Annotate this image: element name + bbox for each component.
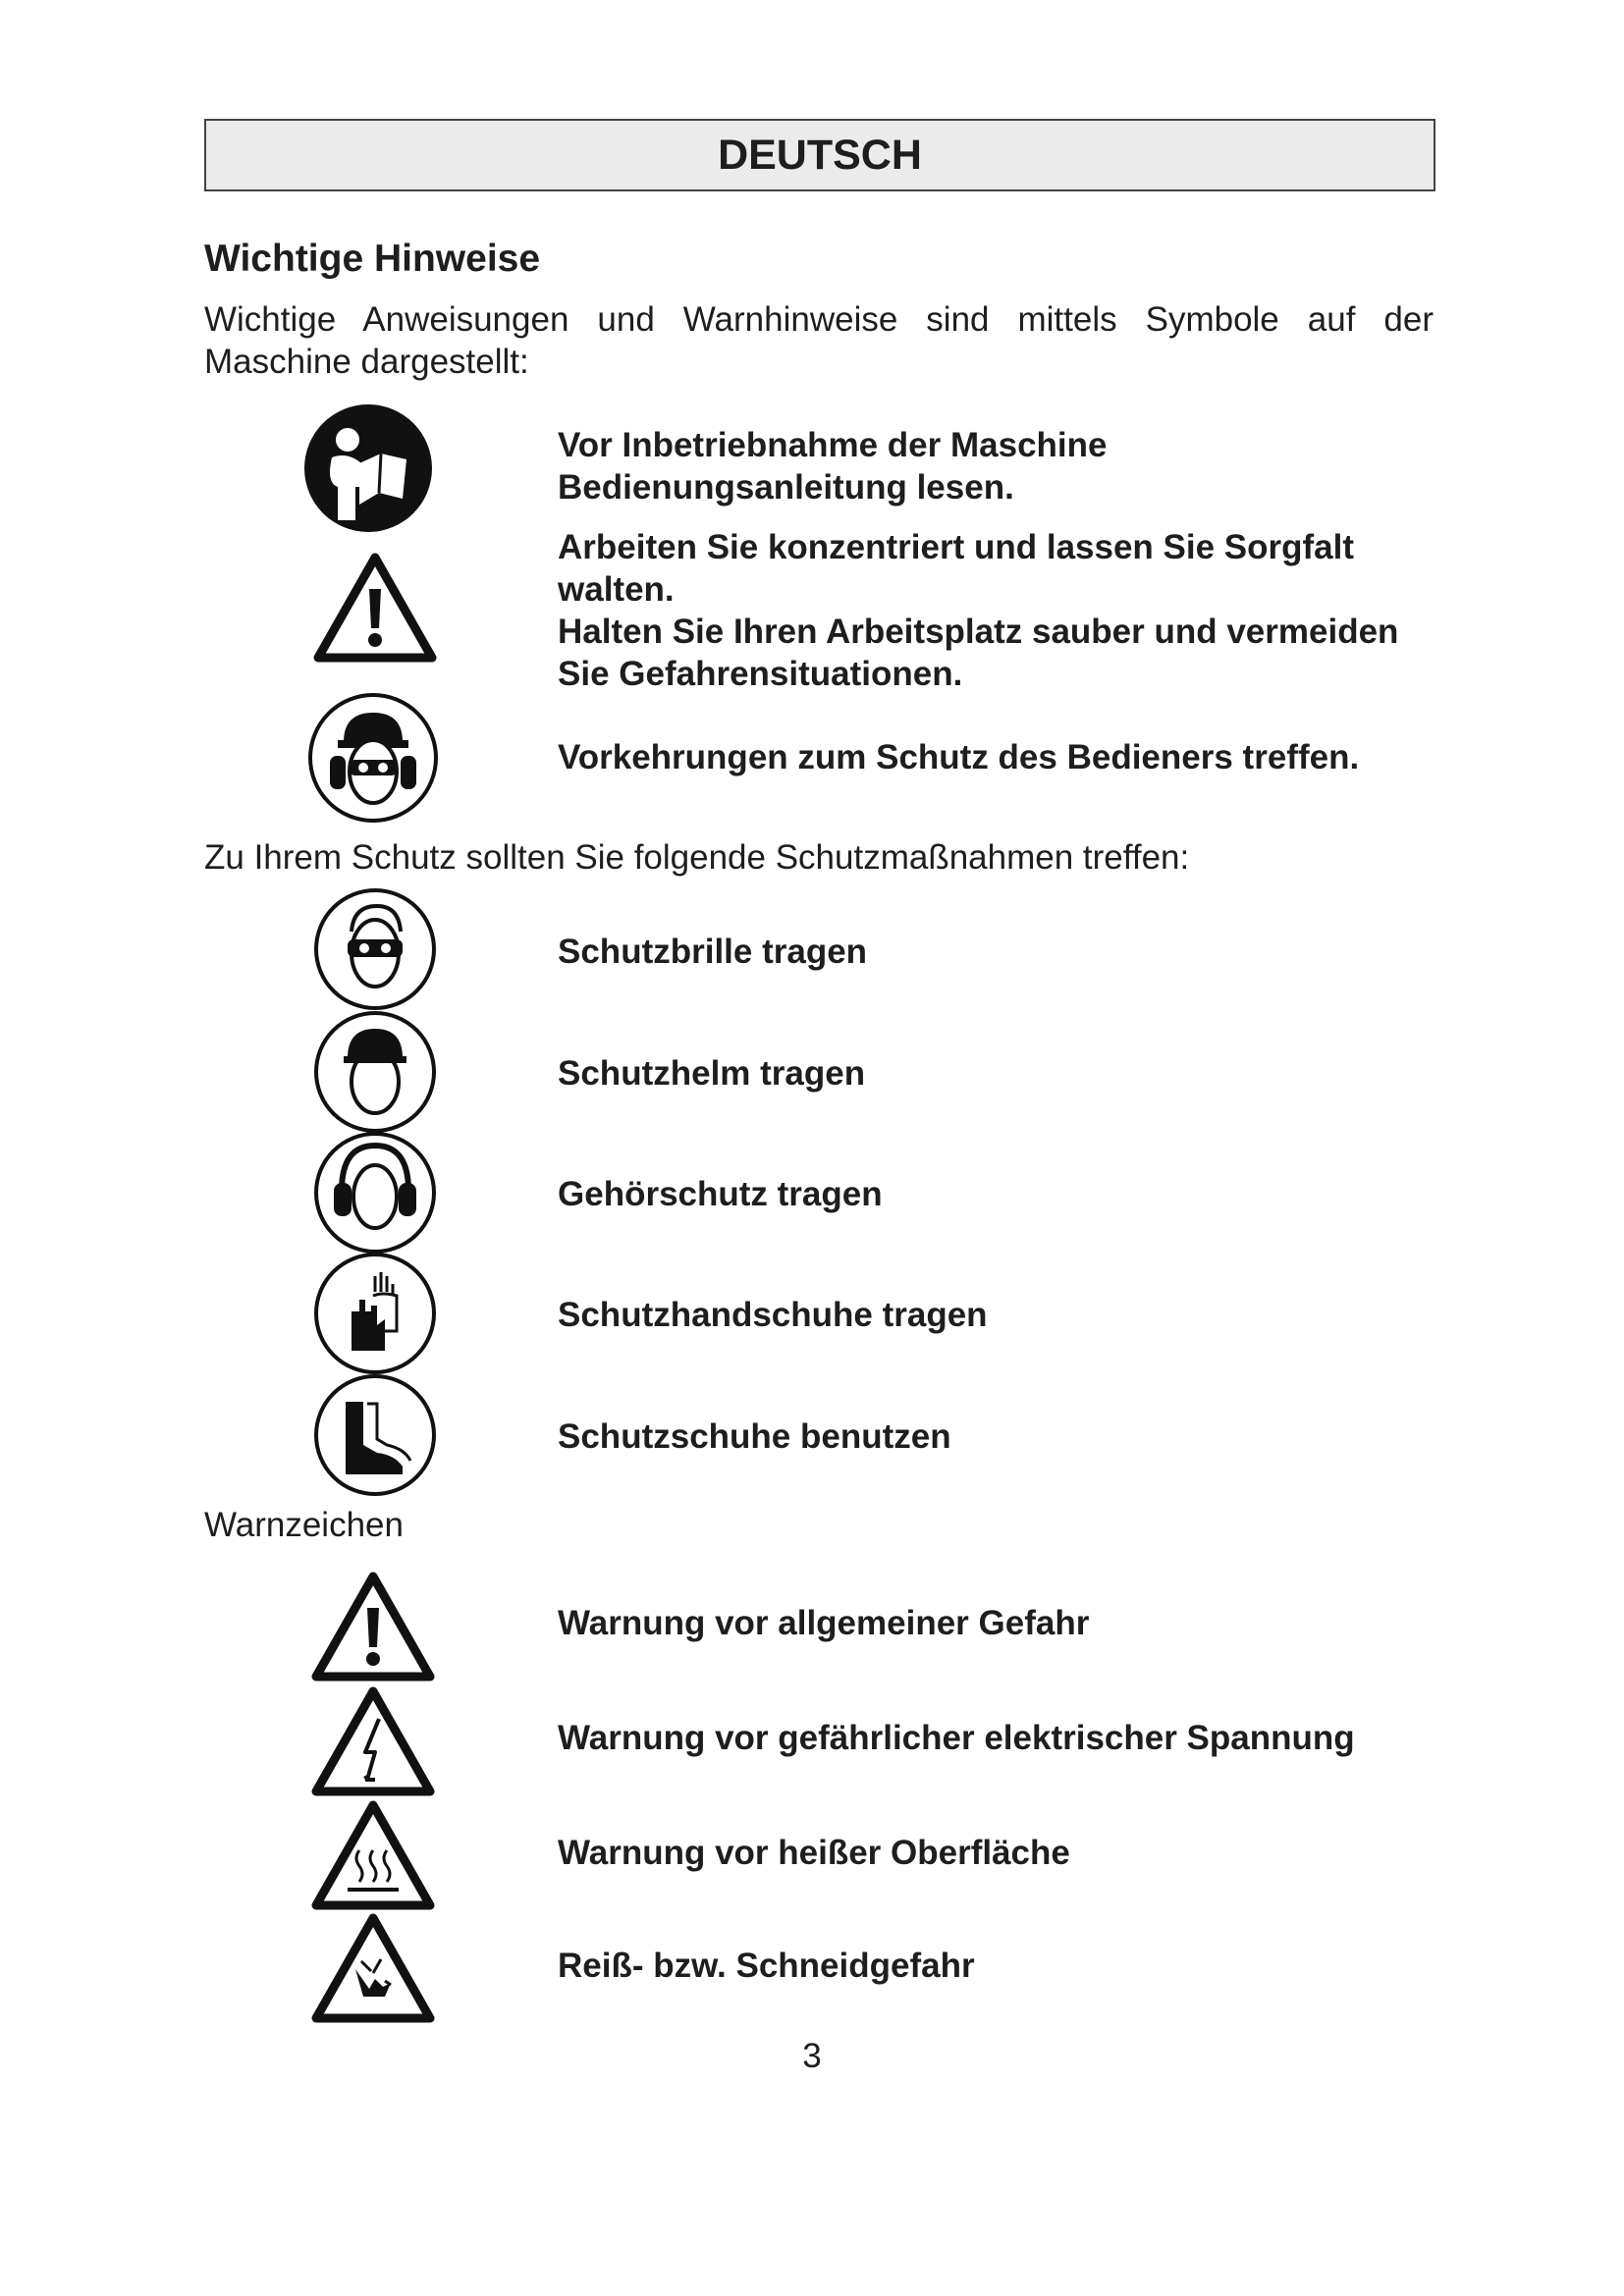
warning-text-electric: Warnung vor gefährlicher elektrischer Spannung (558, 1719, 1355, 1757)
safety-shoes-icon (312, 1374, 438, 1496)
protection-intro: Zu Ihrem Schutz sollten Sie folgende Schutzmaßnahmen treffen: (204, 838, 1190, 877)
general-warning-icon (312, 552, 438, 664)
safety-goggles-icon (312, 888, 438, 1010)
protection-text-helmet: Schutzhelm tragen (558, 1054, 866, 1093)
warnings-heading: Warnzeichen (204, 1506, 404, 1544)
electric-voltage-icon (310, 1685, 436, 1797)
symbol-text-operator-protection: Vorkehrungen zum Schutz des Bedieners treffen. (558, 738, 1360, 776)
warning-text-hot-surface: Warnung vor heißer Oberfläche (558, 1834, 1070, 1872)
symbol-text-read-manual: Vor Inbetriebnahme der Maschine Bedienungsanleitung lesen. (558, 426, 1108, 507)
ear-protection-icon (312, 1132, 438, 1254)
protection-text-shoes: Schutzschuhe benutzen (558, 1417, 951, 1456)
general-danger-icon (310, 1571, 436, 1682)
protection-text-ear: Gehörschutz tragen (558, 1175, 883, 1213)
section-heading: Wichtige Hinweise (204, 238, 541, 280)
protection-text-goggles: Schutzbrille tragen (558, 933, 868, 971)
warning-text-general: Warnung vor allgemeiner Gefahr (558, 1604, 1090, 1642)
operator-protection-icon (306, 691, 440, 825)
language-header: DEUTSCH (204, 119, 1435, 191)
cutting-hazard-icon (310, 1912, 436, 2024)
warning-text-cutting: Reiß- bzw. Schneidgefahr (558, 1947, 975, 1985)
safety-helmet-icon (312, 1011, 438, 1133)
hot-surface-icon (310, 1799, 436, 1911)
safety-gloves-icon (312, 1253, 438, 1374)
protection-text-gloves: Schutzhandschuhe tragen (558, 1296, 988, 1334)
symbol-text-concentration: Arbeiten Sie konzentriert und lassen Sie Sorgfalt walten. (558, 528, 1355, 609)
symbol-text-workplace: Halten Sie Ihren Arbeitsplatz sauber und vermeiden Sie Gefahrensituationen. (558, 613, 1399, 693)
intro-paragraph: Wichtige Anweisungen und Warnhinweise sind mittels Symbole auf der Maschine dargestellt: (204, 300, 1434, 381)
read-manual-icon (302, 402, 434, 534)
page-number: 3 (802, 2037, 822, 2075)
